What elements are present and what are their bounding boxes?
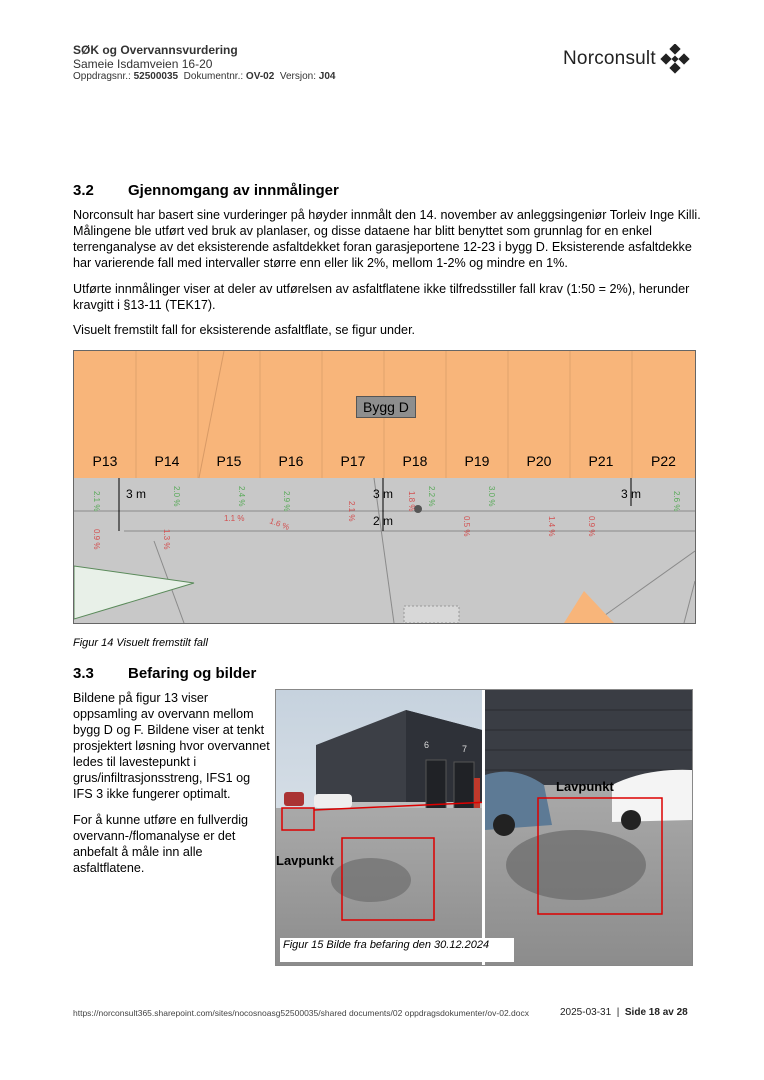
svg-text:2.6 %: 2.6 % [672, 491, 681, 512]
footer-page-info [560, 1007, 688, 1018]
port-label: P14 [154, 453, 180, 469]
section-3-3-paragraph-1: Bildene på figur 13 viser oppsamling av overvann mellom bygg D og F. Bildene viser at tenkt prosjektert løsning hvor overvannet ledes til lavestepunkt i grus/infiltrasjonsstreng, IFS1 og IFS 3 ikke fungerer optimalt. [73, 691, 270, 801]
svg-text:0.5 %: 0.5 % [462, 516, 471, 537]
port-label: P21 [588, 453, 614, 469]
header-subtitle: Sameie Isdamveien 16-20 [73, 57, 213, 71]
port-label: P19 [464, 453, 490, 469]
footer-date: 2025-03-31 [560, 1007, 612, 1018]
svg-text:1.4 %: 1.4 % [547, 516, 556, 537]
dimension-right: 3 m [621, 487, 642, 501]
figure-15-photos [275, 689, 693, 966]
section-3-2-paragraph-2: Utførte innmålinger viser at deler av utførelsen av asfaltflatene ikke tilfredsstiller fall krav (1:50 = 2%), herunder kravgitt i §13-11 (TEK17). [73, 282, 690, 312]
logo-diamond-icon [660, 44, 690, 74]
section-3-2-heading: 3.2 Gjennomgang av innmålinger [73, 182, 339, 199]
port-label: P13 [92, 453, 118, 469]
svg-text:0.9 %: 0.9 % [92, 529, 101, 550]
figure-15-caption: Figur 15 Bilde fra befaring den 30.12.2024 [283, 939, 490, 951]
figure-14-slope-map [73, 350, 696, 624]
footer-page-number: Side 18 av 28 [624, 1007, 688, 1018]
svg-text:2.1 %: 2.1 % [347, 501, 356, 522]
footer-document-url: https://norconsult365.sharepoint.com/sites/nocosnoasg52500035/shared documents/02 oppdragsdokumenter/ov-02.docx [73, 1008, 529, 1018]
port-label: P22 [651, 453, 676, 469]
norconsult-logo [563, 44, 690, 74]
port-label: P16 [278, 453, 304, 469]
figure-14-caption: Figur 14 Visuelt fremstilt fall [73, 637, 208, 649]
svg-text:2.1 %: 2.1 % [92, 491, 101, 512]
footer-separator: | [616, 1007, 620, 1018]
svg-text:1.1 %: 1.1 % [224, 514, 245, 523]
svg-text:1.6 %: 1.6 % [268, 516, 291, 532]
section-3-3-paragraph-2: For å kunne utføre en fullverdig overvann-/flomanalyse er det anbefalt å måle inn alle asfaltflatene. [73, 813, 249, 875]
befaring-photo-illustration [276, 690, 692, 965]
header-title: SØK og Overvannsvurdering [73, 43, 238, 57]
lavpunkt-label-left: Lavpunkt [276, 853, 334, 868]
svg-text:0.9 %: 0.9 % [587, 516, 596, 537]
svg-text:1.3 %: 1.3 % [162, 529, 171, 550]
port-label: P17 [340, 453, 366, 469]
dimension-middle-top: 3 m [373, 487, 394, 501]
green-hatched-area [74, 566, 194, 619]
logo-text: Norconsult [563, 48, 656, 69]
header-meta: Oppdragsnr.: 52500035 Dokumentnr.: OV-02 Versjon: J04 [73, 71, 336, 82]
svg-text:2.4 %: 2.4 % [237, 486, 246, 507]
dimension-left: 3 m [126, 487, 147, 501]
port-labels [74, 453, 695, 469]
door-number-7: 7 [462, 744, 468, 754]
building-label: Bygg D [356, 396, 416, 418]
section-3-2-paragraph-1: Norconsult har basert sine vurderinger på høyder innmålt den 14. november av anleggsingeniør Torleiv Inge Killi. Målingene ble utført ved bruk av planlaser, og disse dataene har blitt benyttet som grunnlag for en enkel terrenganalyse av det eksisterende asfaltdekket foran garasjeportene 12-23 i bygg D. Eksisterende asfaltdekke har varierende fall med intervaller større enn eller lik 2%, mellom 1-2% og mindre en 1%. [73, 208, 701, 270]
svg-text:2.2 %: 2.2 % [427, 486, 436, 507]
svg-text:1.8 %: 1.8 % [407, 491, 416, 512]
dimension-middle-bottom: 2 m [373, 514, 394, 528]
port-label: P18 [402, 453, 428, 469]
svg-text:2.9 %: 2.9 % [282, 491, 291, 512]
section-3-3-heading: 3.3 Befaring og bilder [73, 665, 257, 682]
port-label: P15 [216, 453, 242, 469]
door-number-6: 6 [424, 740, 430, 750]
svg-text:2.0 %: 2.0 % [172, 486, 181, 507]
section-3-2-paragraph-3: Visuelt fremstilt fall for eksisterende asfaltflate, se figur under. [73, 323, 416, 337]
lavpunkt-label-right: Lavpunkt [556, 779, 614, 794]
svg-text:3.0 %: 3.0 % [487, 486, 496, 507]
port-label: P20 [526, 453, 552, 469]
